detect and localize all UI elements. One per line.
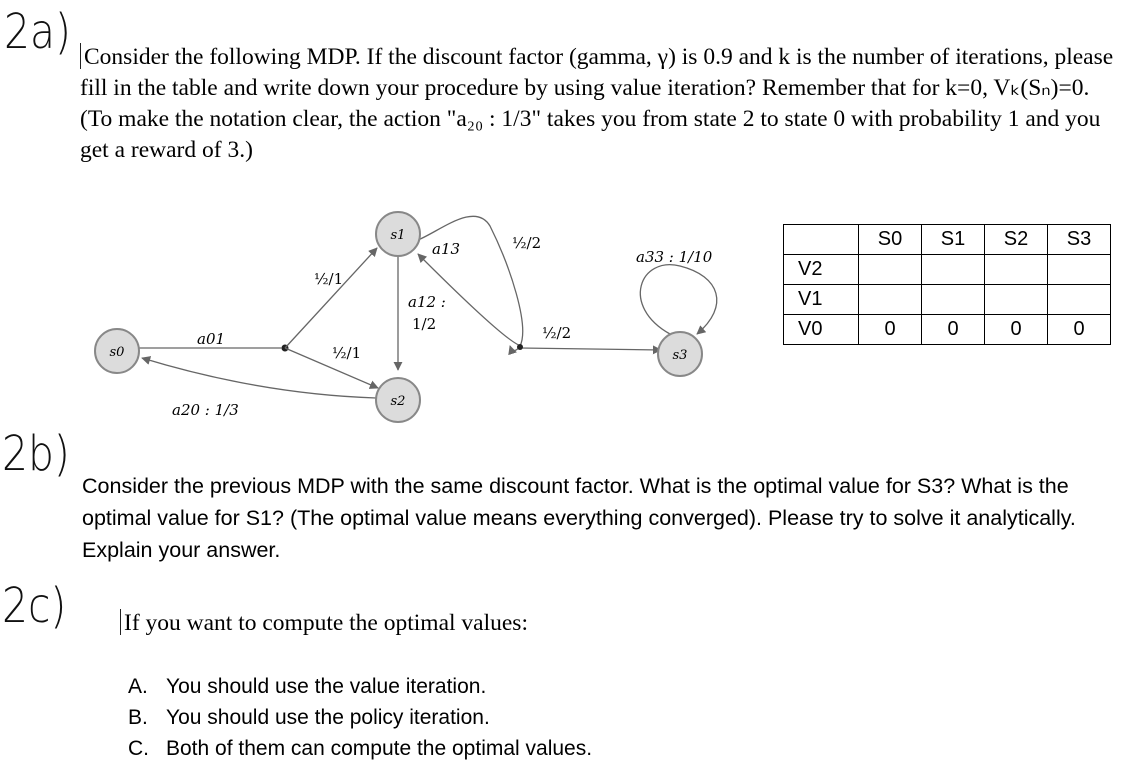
row-label: V2 bbox=[784, 255, 859, 285]
table-corner bbox=[784, 225, 859, 255]
junction-dot-2 bbox=[517, 344, 523, 350]
table-cell[interactable]: 0 bbox=[922, 315, 985, 345]
table-cell[interactable]: 0 bbox=[859, 315, 922, 345]
table-cell[interactable] bbox=[1048, 255, 1111, 285]
value-table bbox=[783, 224, 1111, 345]
label-2c: 2c) bbox=[2, 578, 67, 634]
edge-a20 bbox=[142, 358, 376, 398]
row-label: V1 bbox=[784, 285, 859, 315]
svg-text:s1: s1 bbox=[390, 228, 406, 243]
edge-label-a33: a33 : 1/10 bbox=[636, 248, 713, 266]
svg-text:s2: s2 bbox=[390, 394, 406, 409]
table-header-row bbox=[784, 225, 1111, 255]
state-s0 bbox=[95, 329, 139, 373]
table-cell[interactable]: 0 bbox=[985, 315, 1048, 345]
table-cell[interactable] bbox=[922, 285, 985, 315]
question-2c-body: If you want to compute the optimal values: bbox=[124, 610, 528, 636]
label-2b: 2b) bbox=[2, 426, 70, 482]
edge-label-half-left-down: ½/1 bbox=[332, 344, 362, 362]
svg-text:s0: s0 bbox=[109, 345, 125, 360]
state-s2 bbox=[376, 378, 420, 422]
text-cursor-mark bbox=[80, 43, 81, 69]
edge-junction-s1 bbox=[285, 248, 377, 348]
col-header: S3 bbox=[1048, 225, 1111, 255]
edge-label-a12-name: a12 : bbox=[408, 293, 446, 311]
table-cell[interactable] bbox=[922, 255, 985, 285]
option-text: You should use the policy iteration. bbox=[166, 706, 490, 729]
col-header: S0 bbox=[859, 225, 922, 255]
edge-label-a12-reward: 1/2 bbox=[412, 315, 437, 333]
question-2a-body: Consider the following MDP. If the discount factor (gamma, γ) is 0.9 and k is the number of iterations, please fill in the table and write down your procedure by using value iteration? Remember that for k=0, Vₖ(Sₙ)=0. (To make the notation clear, the action "a₂₀ : 1/3" takes you from state 2 to state 0 with probability 1 and you get a reward of 3.) bbox=[80, 44, 1114, 163]
edge-a33 bbox=[640, 265, 716, 334]
svg-text:s3: s3 bbox=[672, 348, 688, 363]
state-s1 bbox=[376, 212, 420, 256]
col-header: S2 bbox=[985, 225, 1048, 255]
question-2b-text: Consider the previous MDP with the same discount factor. What is the optimal value for S3? What is the optimal value for S1? (The optimal value means everything converged). Please try to solve it analytically. Explain your answer. bbox=[82, 474, 1076, 562]
edge-label-half-left-up: ½/1 bbox=[314, 270, 344, 288]
option-text: Both of them can compute the optimal values. bbox=[166, 737, 593, 760]
question-2c-text bbox=[120, 608, 528, 639]
table-cell[interactable] bbox=[985, 285, 1048, 315]
table-cell[interactable] bbox=[1048, 285, 1111, 315]
label-2a: 2a) bbox=[4, 4, 71, 60]
edge-label-half-top: ½/2 bbox=[512, 234, 542, 252]
edge-label-half-mid: ½/2 bbox=[542, 324, 572, 342]
option-letter: C. bbox=[128, 737, 149, 760]
table-cell[interactable] bbox=[985, 255, 1048, 285]
col-header: S1 bbox=[922, 225, 985, 255]
mdp-diagram bbox=[80, 196, 840, 436]
option-b[interactable] bbox=[128, 702, 592, 733]
table-row bbox=[784, 285, 1111, 315]
answer-options bbox=[128, 671, 592, 764]
table-cell[interactable] bbox=[859, 255, 922, 285]
option-letter: A. bbox=[128, 675, 148, 698]
edge-label-a20: a20 : 1/3 bbox=[172, 401, 239, 419]
option-a[interactable] bbox=[128, 671, 592, 702]
table-cell[interactable] bbox=[859, 285, 922, 315]
edge-label-a01: a01 bbox=[197, 330, 226, 348]
text-cursor-mark bbox=[120, 609, 121, 635]
table-cell[interactable]: 0 bbox=[1048, 315, 1111, 345]
question-2a-text bbox=[80, 42, 1120, 166]
option-letter: B. bbox=[128, 706, 148, 729]
edge-to-s3 bbox=[520, 348, 661, 350]
table-row bbox=[784, 315, 1111, 345]
option-c[interactable] bbox=[128, 733, 592, 764]
option-text: You should use the value iteration. bbox=[166, 675, 487, 698]
state-s3 bbox=[658, 332, 702, 376]
table-row bbox=[784, 255, 1111, 285]
edge-label-a13: a13 bbox=[432, 240, 461, 258]
row-label: V0 bbox=[784, 315, 859, 345]
